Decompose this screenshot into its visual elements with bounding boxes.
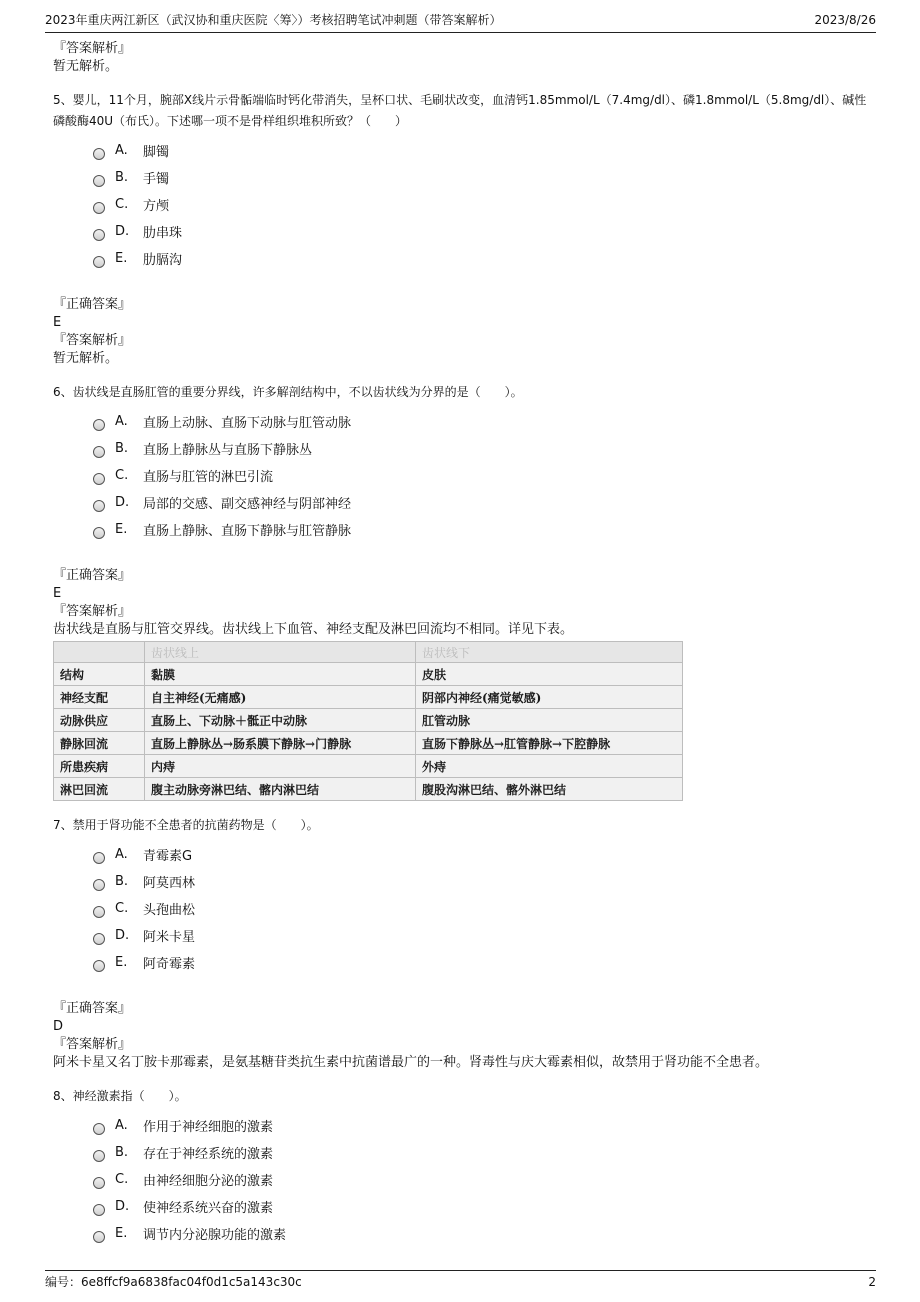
analysis-label: 『答案解析』 <box>53 1037 132 1052</box>
option-e[interactable]: E. 调节内分泌腺功能的激素 <box>93 1220 873 1247</box>
question-7-options <box>93 841 873 976</box>
correct-answer-label: 『正确答案』 <box>53 568 132 583</box>
question-6-options <box>93 408 873 543</box>
radio-icon[interactable] <box>93 256 105 268</box>
radio-icon[interactable] <box>93 1204 105 1216</box>
radio-icon[interactable] <box>93 419 105 431</box>
radio-icon[interactable] <box>93 960 105 972</box>
page-footer <box>45 1270 876 1293</box>
document-title: 2023年重庆两江新区（武汉协和重庆医院〈筹〉）考核招聘笔试冲刺题（带答案解析） <box>45 13 502 27</box>
table-row: 淋巴回流 腹主动脉旁淋巴结、髂内淋巴结 腹股沟淋巴结、髂外淋巴结 <box>54 778 683 801</box>
analysis-label: 『答案解析』 <box>53 604 132 619</box>
table-row: 静脉回流 直肠上静脉丛→肠系膜下静脉→门静脉 直肠下静脉丛→肛管静脉→下腔静脉 <box>54 732 683 755</box>
radio-icon[interactable] <box>93 473 105 485</box>
document-date: 2023/8/26 <box>814 13 876 27</box>
radio-icon[interactable] <box>93 933 105 945</box>
radio-icon[interactable] <box>93 446 105 458</box>
option-c[interactable]: C. 头孢曲松 <box>93 895 873 922</box>
option-d[interactable]: D. 阿米卡星 <box>93 922 873 949</box>
option-e[interactable]: E. 直肠上静脉、直肠下静脉与肛管静脉 <box>93 516 873 543</box>
question-6-stem: 6、齿状线是直肠肛管的重要分界线，许多解剖结构中，不以齿状线为分界的是（ ）。 <box>53 385 523 399</box>
table-header-row: 齿状线上 齿状线下 <box>54 642 683 663</box>
table-row: 动脉供应 直肠上、下动脉＋骶正中动脉 肛管动脉 <box>54 709 683 732</box>
radio-icon[interactable] <box>93 906 105 918</box>
option-a[interactable]: A. 作用于神经细胞的激素 <box>93 1112 873 1139</box>
dentate-line-table <box>53 641 683 801</box>
correct-answer-label: 『正确答案』 <box>53 297 132 312</box>
option-e[interactable]: E. 肋膈沟 <box>93 245 873 272</box>
option-c[interactable]: C. 直肠与肛管的淋巴引流 <box>93 462 873 489</box>
option-e[interactable]: E. 阿奇霉素 <box>93 949 873 976</box>
option-b[interactable]: B. 存在于神经系统的激素 <box>93 1139 873 1166</box>
radio-icon[interactable] <box>93 202 105 214</box>
option-a[interactable]: A. 脚镯 <box>93 137 873 164</box>
page-content <box>53 40 873 1247</box>
radio-icon[interactable] <box>93 879 105 891</box>
analysis-label: 『答案解析』 <box>53 41 132 56</box>
question-5-options <box>93 137 873 272</box>
radio-icon[interactable] <box>93 148 105 160</box>
radio-icon[interactable] <box>93 1177 105 1189</box>
option-b[interactable]: B. 手镯 <box>93 164 873 191</box>
option-b[interactable]: B. 阿莫西林 <box>93 868 873 895</box>
option-c[interactable]: C. 方颅 <box>93 191 873 218</box>
analysis-text: 暂无解析。 <box>53 59 119 74</box>
correct-answer: E <box>53 586 62 601</box>
option-c[interactable]: C. 由神经细胞分泌的激素 <box>93 1166 873 1193</box>
page-header <box>45 10 876 33</box>
radio-icon[interactable] <box>93 229 105 241</box>
table-row: 结构 黏膜 皮肤 <box>54 663 683 686</box>
question-5-stem: 5、婴儿，11个月，腕部X线片示骨骺端临时钙化带消失，呈杯口状、毛刷状改变，血清钙1.85mmol/L（7.4mg/dl）、磷1.8mmol/L（5.8mg/dl）、碱性磷酸酶40U（布氏）。下述哪一项不是骨样组织堆积所致？（ ） <box>53 93 867 128</box>
radio-icon[interactable] <box>93 852 105 864</box>
analysis-label: 『答案解析』 <box>53 333 132 348</box>
radio-icon[interactable] <box>93 500 105 512</box>
radio-icon[interactable] <box>93 527 105 539</box>
correct-answer: D <box>53 1019 64 1034</box>
table-row: 所患疾病 内痔 外痔 <box>54 755 683 778</box>
question-8-stem: 8、神经激素指（ ）。 <box>53 1089 187 1103</box>
radio-icon[interactable] <box>93 175 105 187</box>
question-8-options <box>93 1112 873 1247</box>
document-code: 编号：6e8ffcf9a6838fac04f0d1c5a143c30c <box>45 1275 302 1289</box>
analysis-text: 齿状线是直肠与肛管交界线。齿状线上下血管、神经支配及淋巴回流均不相同。详见下表。 <box>53 622 574 637</box>
question-7-stem: 7、禁用于肾功能不全患者的抗菌药物是（ ）。 <box>53 818 319 832</box>
table-row: 神经支配 自主神经(无痛感) 阴部内神经(痛觉敏感) <box>54 686 683 709</box>
radio-icon[interactable] <box>93 1123 105 1135</box>
analysis-text: 阿米卡星又名丁胺卡那霉素，是氨基糖苷类抗生素中抗菌谱最广的一种。肾毒性与庆大霉素相似，故禁用于肾功能不全患者。 <box>53 1055 769 1070</box>
correct-answer-label: 『正确答案』 <box>53 1001 132 1016</box>
correct-answer: E <box>53 315 62 330</box>
radio-icon[interactable] <box>93 1231 105 1243</box>
analysis-text: 暂无解析。 <box>53 351 119 366</box>
option-d[interactable]: D. 使神经系统兴奋的激素 <box>93 1193 873 1220</box>
option-a[interactable]: A. 青霉素G <box>93 841 873 868</box>
radio-icon[interactable] <box>93 1150 105 1162</box>
option-d[interactable]: D. 局部的交感、副交感神经与阴部神经 <box>93 489 873 516</box>
option-a[interactable]: A. 直肠上动脉、直肠下动脉与肛管动脉 <box>93 408 873 435</box>
option-b[interactable]: B. 直肠上静脉丛与直肠下静脉丛 <box>93 435 873 462</box>
page-number: 2 <box>868 1275 876 1289</box>
option-d[interactable]: D. 肋串珠 <box>93 218 873 245</box>
